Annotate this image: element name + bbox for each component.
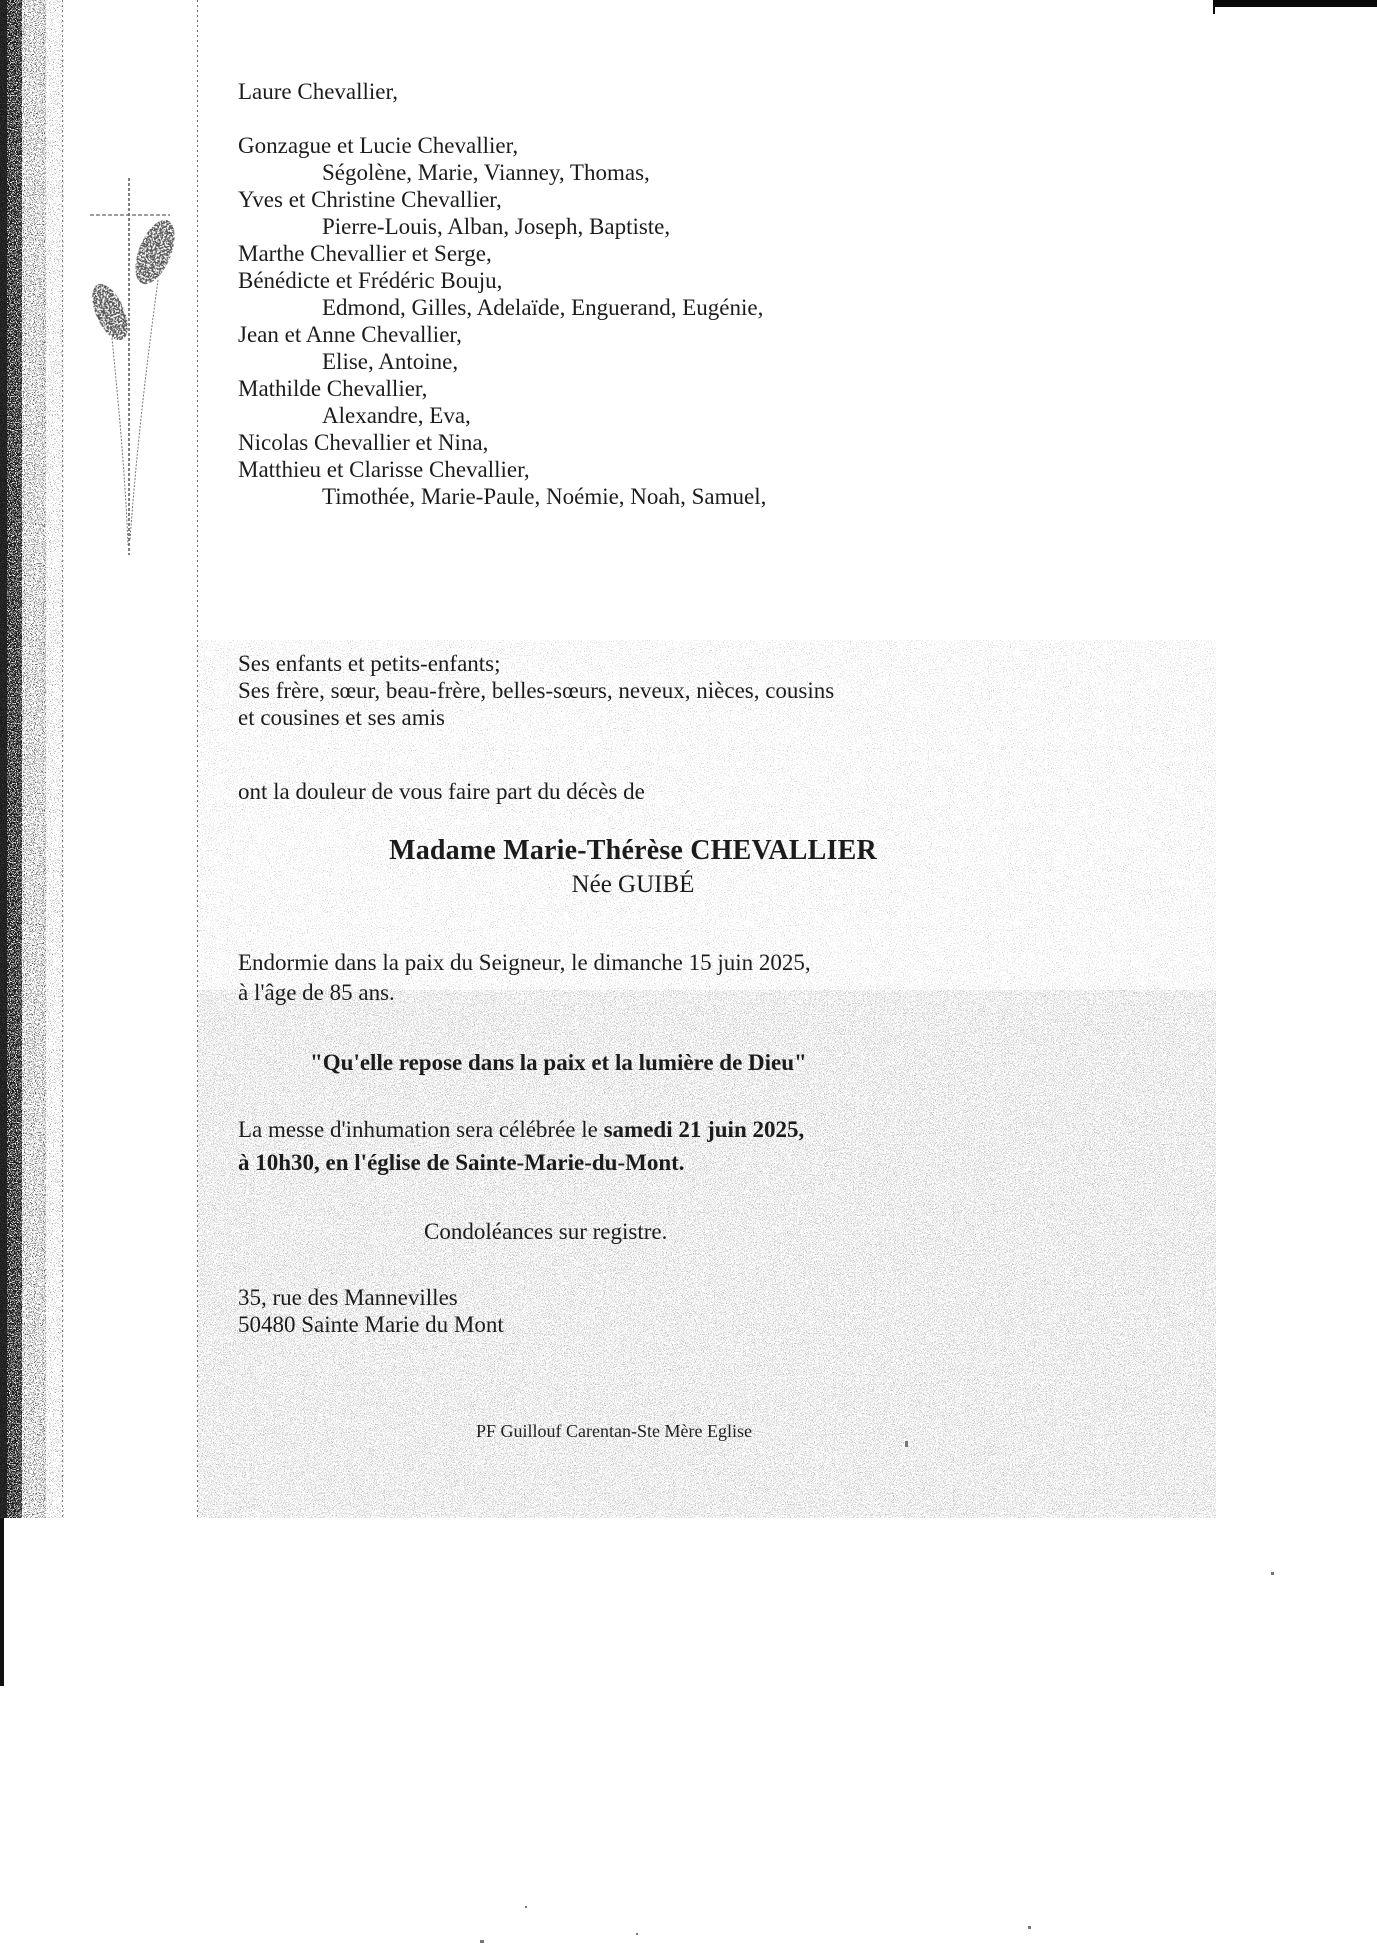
family-line: Timothée, Marie-Paule, Noémie, Noah, Samuel,	[322, 484, 767, 509]
death-line: à l'âge de 85 ans.	[238, 980, 395, 1005]
family-line: Yves et Christine Chevallier,	[238, 187, 502, 212]
sender-address	[238, 1284, 1078, 1338]
family-line: Laure Chevallier,	[238, 79, 399, 104]
bottom-left-scan-line	[0, 1518, 4, 1686]
address-line: 35, rue des Mannevilles	[238, 1285, 458, 1310]
relations-block	[238, 650, 1078, 731]
deceased-name: Madame Marie-Thérèse CHEVALLIER	[389, 835, 877, 866]
mass-line-prefix: La messe d'inhumation sera célébrée le	[238, 1117, 604, 1142]
mass-announcement	[238, 1113, 1078, 1179]
relation-line: et cousines et ses amis	[238, 705, 445, 730]
family-list	[238, 132, 1078, 510]
family-line: Alexandre, Eva,	[322, 403, 471, 428]
death-line: Endormie dans la paix du Seigneur, le dimanche 15 juin 2025,	[238, 950, 811, 975]
family-line: Marthe Chevallier et Serge,	[238, 241, 492, 266]
relation-line: Ses enfants et petits-enfants;	[238, 651, 501, 676]
address-line: 50480 Sainte Marie du Mont	[238, 1312, 504, 1337]
family-line: Nicolas Chevallier et Nina,	[238, 430, 489, 455]
mass-date: samedi 21 juin 2025,	[603, 1117, 805, 1142]
family-line: Pierre-Louis, Alban, Joseph, Baptiste,	[322, 214, 671, 239]
mass-line	[238, 1113, 1078, 1146]
condolences-line: Condoléances sur registre.	[424, 1219, 668, 1244]
family-line: Elise, Antoine,	[322, 349, 459, 374]
family-line: Ségolène, Marie, Vianney, Thomas,	[322, 160, 650, 185]
maiden-name: Née GUIBÉ	[571, 871, 695, 898]
announcement-text	[238, 0, 1078, 1442]
mass-line-church: à 10h30, en l'église de Sainte-Marie-du-Mont.	[238, 1150, 685, 1175]
top-right-scan-bar	[1213, 0, 1377, 14]
left-edge-band	[0, 0, 64, 1518]
family-line: Gonzague et Lucie Chevallier,	[238, 133, 519, 158]
family-line: Bénédicte et Frédéric Bouju,	[238, 268, 503, 293]
family-line: Jean et Anne Chevallier,	[238, 322, 462, 347]
announcement-line: ont la douleur de vous faire part du décès de	[238, 779, 645, 804]
memorial-quote: "Qu'elle repose dans la paix et la lumière de Dieu"	[310, 1050, 807, 1075]
family-line: Mathilde Chevallier,	[238, 376, 428, 401]
death-statement	[238, 948, 1078, 1008]
funeral-home-line: PF Guillouf Carentan-Ste Mère Eglise	[476, 1421, 752, 1441]
family-line: Edmond, Gilles, Adelaïde, Enguerand, Eugénie,	[322, 295, 764, 320]
relation-line: Ses frère, sœur, beau-frère, belles-sœurs, neveux, nièces, cousins	[238, 678, 835, 703]
cross-wheat-icon	[85, 178, 183, 555]
family-line: Matthieu et Clarisse Chevallier,	[238, 457, 530, 482]
